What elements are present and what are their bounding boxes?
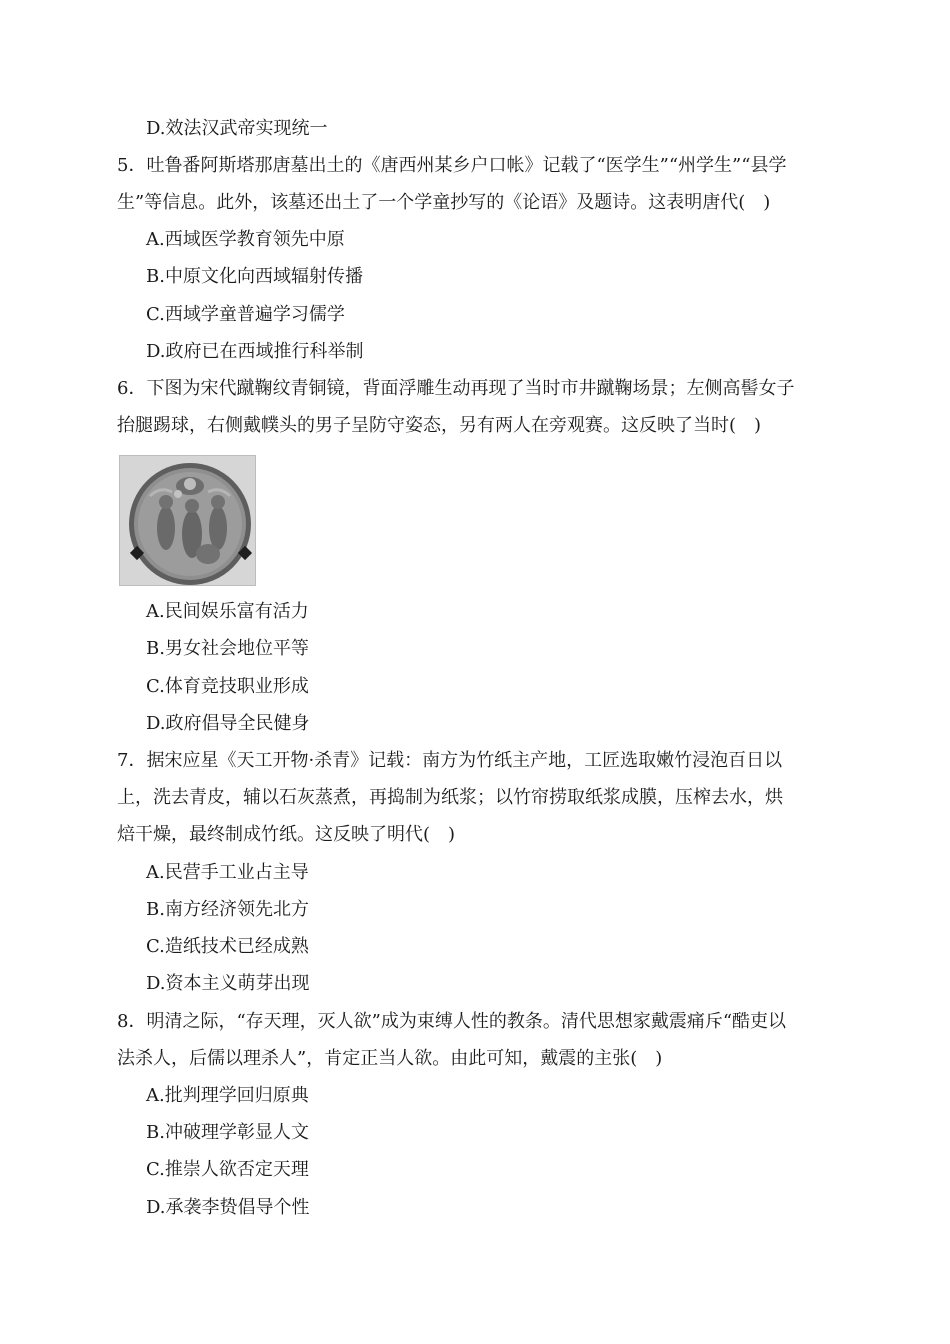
bronze-mirror-image [119, 455, 256, 586]
q5-option-d: D.政府已在西域推行科举制 [146, 341, 364, 362]
q7-option-d: D.资本主义萌芽出现 [146, 973, 310, 994]
q6-option-a: A.民间娱乐富有活力 [146, 601, 309, 622]
q6-stem-line-2: 抬腿踢球，右侧戴幞头的男子呈防守姿态，另有两人在旁观赛。这反映了当时( ) [117, 415, 762, 436]
q5-stem-line-1: 5．吐鲁番阿斯塔那唐墓出土的《唐西州某乡户口帐》记载了“医学生”“州学生”“县学 [117, 155, 787, 176]
q6-option-d: D.政府倡导全民健身 [146, 713, 310, 734]
q5-option-c: C.西域学童普遍学习儒学 [146, 304, 345, 325]
q5-option-a: A.西域医学教育领先中原 [146, 229, 345, 250]
q7-option-a: A.民营手工业占主导 [146, 862, 309, 883]
q6-option-b: B.男女社会地位平等 [146, 638, 309, 659]
q7-stem-line-1: 7．据宋应星《天工开物·杀青》记载：南方为竹纸主产地，工匠选取嫩竹浸泡百日以 [117, 750, 783, 771]
q5-stem-line-2: 生”等信息。此外，该墓还出土了一个学童抄写的《论语》及题诗。这表明唐代( ) [117, 192, 771, 213]
q8-stem-line-2: 法杀人，后儒以理杀人”，肯定正当人欲。由此可知，戴震的主张( ) [117, 1048, 663, 1069]
q6-stem-line-1: 6．下图为宋代蹴鞠纹青铜镜，背面浮雕生动再现了当时市井蹴鞠场景；左侧高髻女子 [117, 378, 795, 399]
q8-option-a: A.批判理学回归原典 [146, 1085, 309, 1106]
q8-option-c: C.推崇人欲否定天理 [146, 1159, 309, 1180]
q7-stem-line-3: 焙干燥，最终制成竹纸。这反映了明代( ) [117, 824, 456, 845]
q4-option-d: D.效法汉武帝实现统一 [146, 118, 328, 139]
q7-stem-line-2: 上，洗去青皮，辅以石灰蒸煮，再捣制为纸浆；以竹帘捞取纸浆成膜，压榨去水，烘 [117, 787, 783, 808]
q8-option-d: D.承袭李贽倡导个性 [146, 1197, 310, 1218]
bronze-mirror-figure [120, 456, 256, 586]
q8-stem-line-1: 8．明清之际，“存天理，灭人欲”成为束缚人性的教条。清代思想家戴震痛斥“酷吏以 [117, 1011, 787, 1032]
q7-option-c: C.造纸技术已经成熟 [146, 936, 309, 957]
q7-option-b: B.南方经济领先北方 [146, 899, 309, 920]
q5-option-b: B.中原文化向西域辐射传播 [146, 266, 363, 287]
q8-option-b: B.冲破理学彰显人文 [146, 1122, 309, 1143]
q6-option-c: C.体育竞技职业形成 [146, 676, 309, 697]
